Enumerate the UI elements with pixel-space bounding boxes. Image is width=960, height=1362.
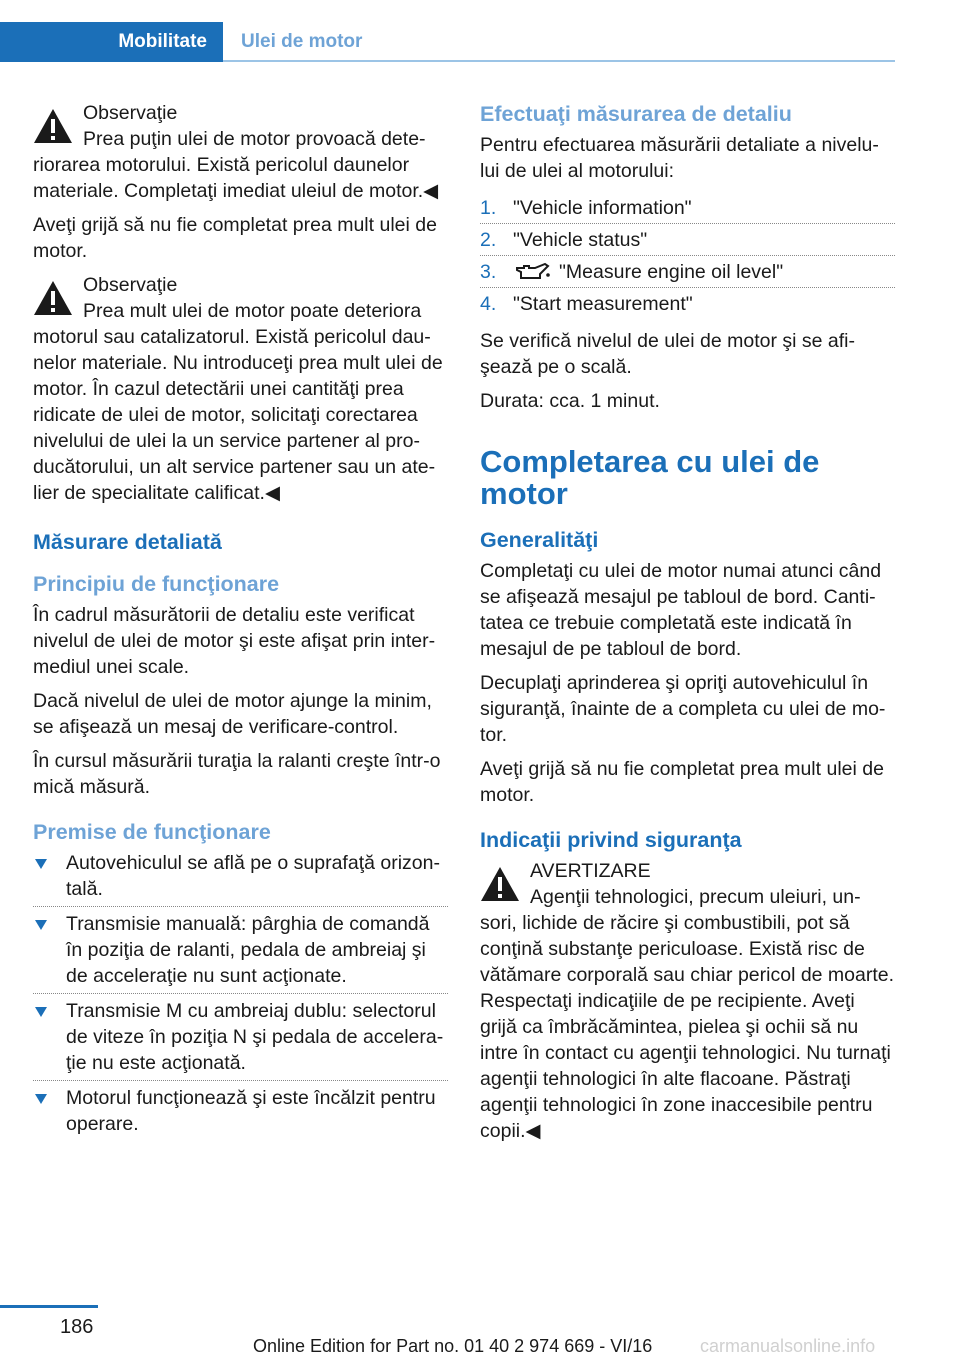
heading-safety: Indicaţii privind siguranţa xyxy=(480,828,742,852)
warning-triangle-icon xyxy=(33,280,73,316)
warning-text: sori, lichide de răcire şi combustibili, pot să conţină substanţe periculoase. Există risc de vătămare corporală sau chiar pericol de moarte. Respectaţi indicaţiile de pe recipiente. Aveţi grijă ca îmbrăcămintea, pielea şi ochii să nu intre în contact cu agenţii tehnologici. Nu turnaţi agenţii tehnologici în alte flacoane. Păstraţi agenţii tehnologici în zone inaccesibile pentru copii.◀ xyxy=(480,912,895,1142)
paragraph: Aveţi grijă să nu fie completat prea mult ulei de motor. xyxy=(480,758,884,806)
footer-rule xyxy=(0,1305,98,1308)
heading-detailed-measurement: Măsurare detaliată xyxy=(33,530,222,554)
warning-box-fluids xyxy=(480,858,895,1144)
page-number: 186 xyxy=(60,1316,94,1338)
steps-list xyxy=(480,192,895,320)
paragraph: Durata: cca. 1 minut. xyxy=(480,390,660,412)
left-column xyxy=(33,100,448,1146)
prerequisites-list xyxy=(33,850,448,1137)
watermark: carmanualsonline.info xyxy=(700,1336,876,1356)
warning-triangle-icon xyxy=(33,108,73,144)
paragraph: În cursul măsurării turaţia la ralanti creşte într-o mică măsură. xyxy=(33,750,441,798)
list-item: Transmisie manuală: pârghia de comandă în poziţia de ralanti, pedala de ambreiaj şi de acceleraţie nu sunt acţionate. xyxy=(33,911,448,989)
warning-heading: AVERTIZARE xyxy=(530,860,651,882)
paragraph: Pentru efectuarea măsurării detaliate a nivelu‐ lui de ulei al motorului: xyxy=(480,134,879,182)
paragraph: Aveţi grijă să nu fie completat prea mult ulei de motor. xyxy=(33,214,437,262)
note-box-low-oil xyxy=(33,100,448,204)
note-first-line: Prea mult ulei de motor poate deteriora xyxy=(83,300,422,322)
list-item: Transmisie M cu ambreiaj dublu: selectorul de viteze în poziţia N şi pedala de accelera‐ ţie nu este acţionată. xyxy=(33,998,448,1076)
note-heading: Observaţie xyxy=(83,274,178,296)
note-text: motorul sau catalizatorul. Există pericolul dau‐ nelor materiale. Nu introduceţi prea mult ulei de motor. În cazul detectării unei cantităţi prea ridicate de ulei de motor, solicitaţi corectarea nivelului de ulei la un service partener al pro‐ ducătorului, un alt service partener sau un ate‐ lier de specialitate calificat.◀ xyxy=(33,326,443,504)
bullet-triangle-icon xyxy=(35,859,47,869)
oil-can-icon xyxy=(513,261,551,281)
bullet-triangle-icon xyxy=(35,1094,47,1104)
tab-mobilitate[interactable]: Mobilitate xyxy=(0,22,223,62)
note-first-line: Prea puţin ulei de motor provoacă dete‐ xyxy=(83,128,426,150)
bullet-triangle-icon xyxy=(35,1007,47,1017)
tab-ulei-de-motor[interactable]: Ulei de motor xyxy=(241,31,363,52)
header-tabbar xyxy=(0,22,895,62)
heading-principle: Principiu de funcţionare xyxy=(33,572,280,596)
paragraph: Dacă nivelul de ulei de motor ajunge la minim, se afişează un mesaj de verificare-control. xyxy=(33,690,432,738)
warning-first-line: Agenţii tehnologici, precum uleiuri, un‐ xyxy=(530,886,861,908)
paragraph: În cadrul măsurătorii de detaliu este verificat nivelul de ulei de motor şi este afişat prin inter‐ mediul unei scale. xyxy=(33,604,436,678)
note-box-too-much-oil xyxy=(33,272,448,506)
heading-oil-fill: Completarea cu ulei de motor xyxy=(480,444,820,511)
list-item: Autovehiculul se află pe o suprafaţă orizon‐ tală. xyxy=(33,850,448,902)
paragraph: Completaţi cu ulei de motor numai atunci când se afişează mesajul pe tabloul de bord. Canti‐ tatea ce trebuie completată este indicată în mesajul de pe tabloul de bord. xyxy=(480,560,882,660)
bullet-triangle-icon xyxy=(35,920,47,930)
list-item: 3. "Measure engine oil level" xyxy=(480,256,895,288)
paragraph: Decuplaţi aprinderea şi opriţi autovehiculul în siguranţă, înainte de a completa cu ulei de mo‐ tor. xyxy=(480,672,886,746)
warning-triangle-icon xyxy=(480,866,520,902)
note-text: riorarea motorului. Există pericolul daunelor materiale. Completaţi imediat uleiul de motor.◀ xyxy=(33,154,439,202)
edition-info: Online Edition for Part no. 01 40 2 974 669 - VI/16 xyxy=(253,1336,653,1356)
heading-perform-detailed: Efectuaţi măsurarea de detaliu xyxy=(480,102,792,126)
heading-prerequisites: Premise de funcţionare xyxy=(33,820,271,844)
list-item: 1. "Vehicle information" xyxy=(480,192,895,224)
list-item: 4. "Start measurement" xyxy=(480,293,693,315)
right-column xyxy=(480,100,895,1152)
note-heading: Observaţie xyxy=(83,102,178,124)
list-item: 2. "Vehicle status" xyxy=(480,224,895,256)
heading-general: Generalităţi xyxy=(480,528,599,552)
header-rule xyxy=(223,60,895,62)
list-item: Motorul funcţionează şi este încălzit pentru operare. xyxy=(33,1085,448,1137)
paragraph: Se verifică nivelul de ulei de motor şi se afi‐ şează pe o scală. xyxy=(480,330,856,378)
